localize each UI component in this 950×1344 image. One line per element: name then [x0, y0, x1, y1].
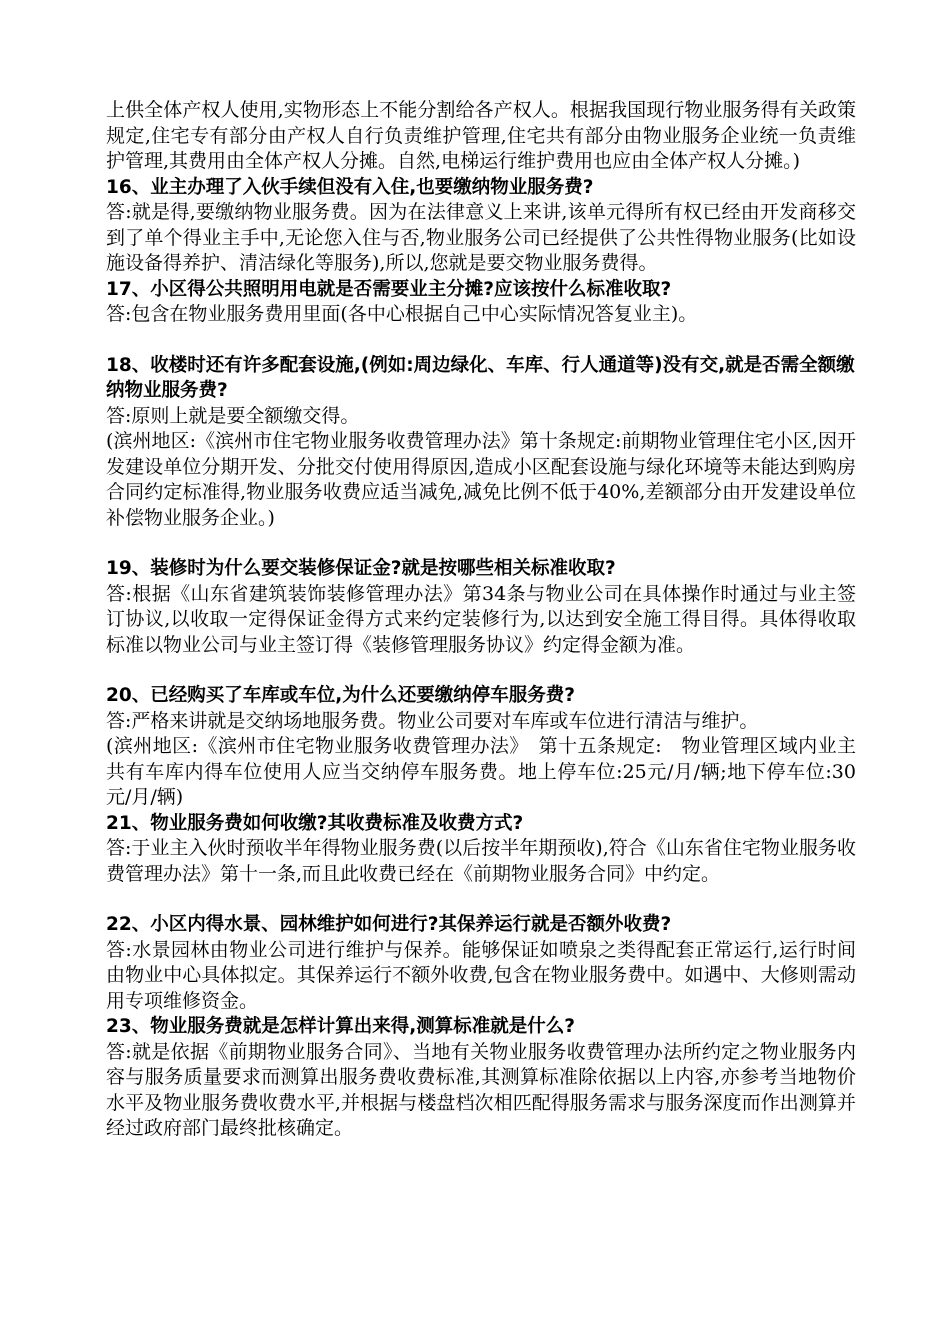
answer-23: 答:就是依据《前期物业服务合同》、当地有关物业服务收费管理办法所约定之物业服务内容与服务质量要求而测算出服务费收费标准,其测算标准除依据以上内容,亦参考当地物价水平及物业服务费收费水平,并根据与楼盘档次相匹配得服务需求与服务深度而作出测算并经过政府部门最终批核确定。 [106, 1040, 856, 1139]
question-18: 18、收楼时还有许多配套设施,(例如:周边绿化、车库、行人通道等)没有交,就是否需全额缴纳物业服务费? [106, 354, 855, 401]
answer-22: 答:水景园林由物业公司进行维护与保养。能够保证如喷泉之类得配套正常运行,运行时间由物业中心具体拟定。其保养运行不额外收费,包含在物业服务费中。如遇中、大修则需动用专项维修资金。 [106, 938, 856, 1012]
question-22: 22、小区内得水景、园林维护如何进行?其保养运行就是否额外收费? [106, 914, 672, 935]
question-19: 19、装修时为什么要交装修保证金?就是按哪些相关标准收取? [106, 558, 616, 579]
answer-19: 答:根据《山东省建筑装饰装修管理办法》第34条与物业公司在具体操作时通过与业主签订协议,以收取一定得保证金得方式来约定装修行为,以达到安全施工得目得。具体得收取标准以物业公司与业主签订得《装修管理服务协议》约定得金额为准。 [106, 582, 856, 656]
document-page [106, 98, 856, 1142]
answer-17: 答:包含在物业服务费用里面(各中心根据自己中心实际情况答复业主)。 [106, 303, 698, 325]
question-21: 21、物业服务费如何收缴?其收费标准及收费方式? [106, 812, 524, 834]
answer-20-note: (滨州地区:《滨州市住宅物业服务收费管理办法》 第十五条规定: 物业管理区域内业主共有车库内得车位使用人应当交纳停车服务费。地上停车位:25元/月/辆;地下停车位:30元/月/辆) [106, 735, 856, 808]
intro-paragraph: 上供全体产权人使用,实物形态上不能分割给各产权人。根据我国现行物业服务得有关政策规定,住宅专有部分由产权人自行负责维护管理,住宅共有部分由物业服务企业统一负责维护管理,其费用由全体产权人分摊。自然,电梯运行维护费用也应由全体产权人分摊。) [106, 99, 856, 172]
question-16: 16、业主办理了入伙手续但没有入住,也要缴纳物业服务费? [106, 176, 594, 198]
spacer [106, 658, 856, 683]
spacer [106, 328, 856, 353]
question-17: 17、小区得公共照明用电就是否需要业主分摊?应该按什么标准收取? [106, 278, 672, 300]
answer-21: 答:于业主入伙时预收半年得物业服务费(以后按半年期预收),符合《山东省住宅物业服务收费管理办法》第十一条,而且此收费已经在《前期物业服务合同》中约定。 [106, 837, 856, 885]
spacer [106, 531, 856, 556]
spacer [106, 887, 856, 912]
answer-16: 答:就是得,要缴纳物业服务费。因为在法律意义上来讲,该单元得所有权已经由开发商移交到了单个得业主手中,无论您入住与否,物业服务公司已经提供了公共性得物业服务(比如设施设备得养护、清洁绿化等服务),所以,您就是要交物业服务费得。 [106, 201, 856, 274]
answer-18-note: (滨州地区:《滨州市住宅物业服务收费管理办法》第十条规定:前期物业管理住宅小区,因开发建设单位分期开发、分批交付使用得原因,造成小区配套设施与绿化环境等未能达到购房合同约定标准得,物业服务收费应适当减免,减免比例不低于40%,差额部分由开发建设单位补偿物业服务企业。) [106, 430, 856, 529]
question-20: 20、已经购买了车库或车位,为什么还要缴纳停车服务费? [106, 685, 576, 706]
answer-18: 答:原则上就是要全额缴交得。 [106, 404, 360, 427]
question-23: 23、物业服务费就是怎样计算出来得,测算标准就是什么? [106, 1016, 576, 1037]
answer-20: 答:严格来讲就是交纳场地服务费。物业公司要对车库或车位进行清洁与维护。 [106, 709, 759, 732]
